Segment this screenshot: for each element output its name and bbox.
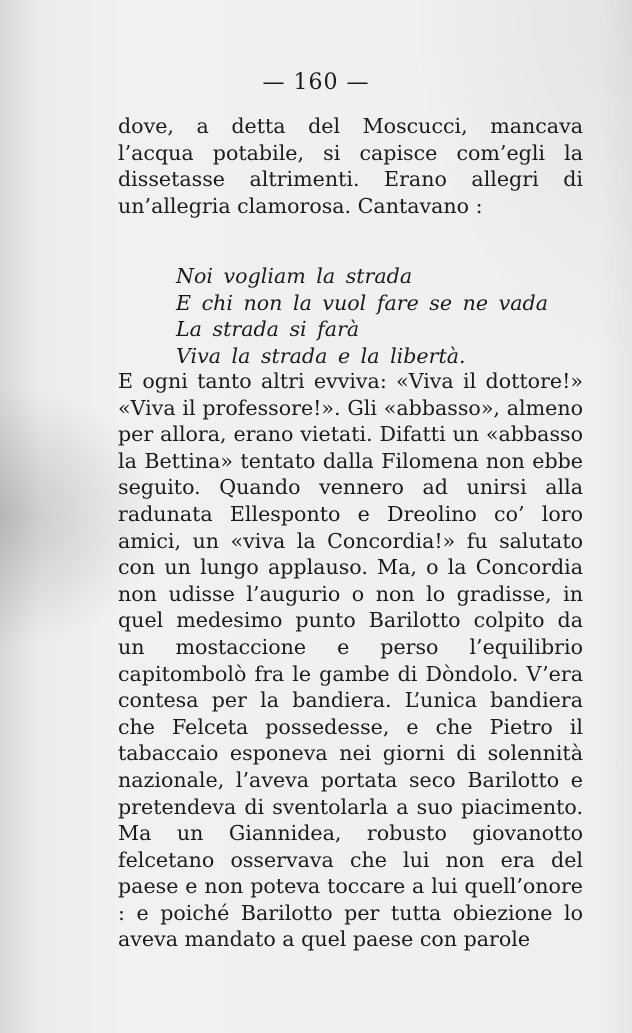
poem-line-2: E chi non la vuol fare se ne vada	[176, 290, 548, 315]
poem-line-4: Viva la strada e la libertà.	[176, 343, 466, 368]
page-number: — 160 —	[262, 70, 370, 95]
poem-line-3: La strada si farà	[176, 317, 360, 342]
poem-verse	[176, 263, 576, 369]
poem-line-1: Noi vogliam la strada	[176, 264, 413, 288]
paragraph-2: E ogni tanto altri evviva: «Viva il dottore!» «Viva il professore!». Gli «abbasso», almeno per allora, erano vietati. Difatti un «abbasso la Bettina» tentato dalla Filomena non ebbe seguito. Quando vennero ad unirsi alla radunata Ellesponto e Dreolino co’ loro amici, un «viva la Concordia!» fu salutato con un lungo applauso. Ma, o la Concordia non udisse l’augurio o non lo gradisse, in quel medesimo punto Barilotto colpito da un mostaccione e perso l’equilibrio capitombolò fra le gambe di Dòndolo. V’era contesa per la bandiera. L’unica bandiera che Felceta possedesse, e che Pietro il tabaccaio esponeva nei giorni di solennità nazionale, l’aveva portata seco Barilotto e pretendeva di sventolarla a suo piacimento. Ma un Giannidea, robusto giovanotto felcetano osservava che lui non era del paese e non poteva toccare a lui quell’onore : e poiché Barilotto per tutta obiezione lo aveva mandato a quel paese con parole	[118, 369, 583, 952]
paragraph-1: dove, a detta del Moscucci, mancava l’acqua potabile, si capisce com’egli la dissetasse altrimenti. Erano allegri di un’allegria clamorosa. Cantavano :	[118, 114, 583, 218]
